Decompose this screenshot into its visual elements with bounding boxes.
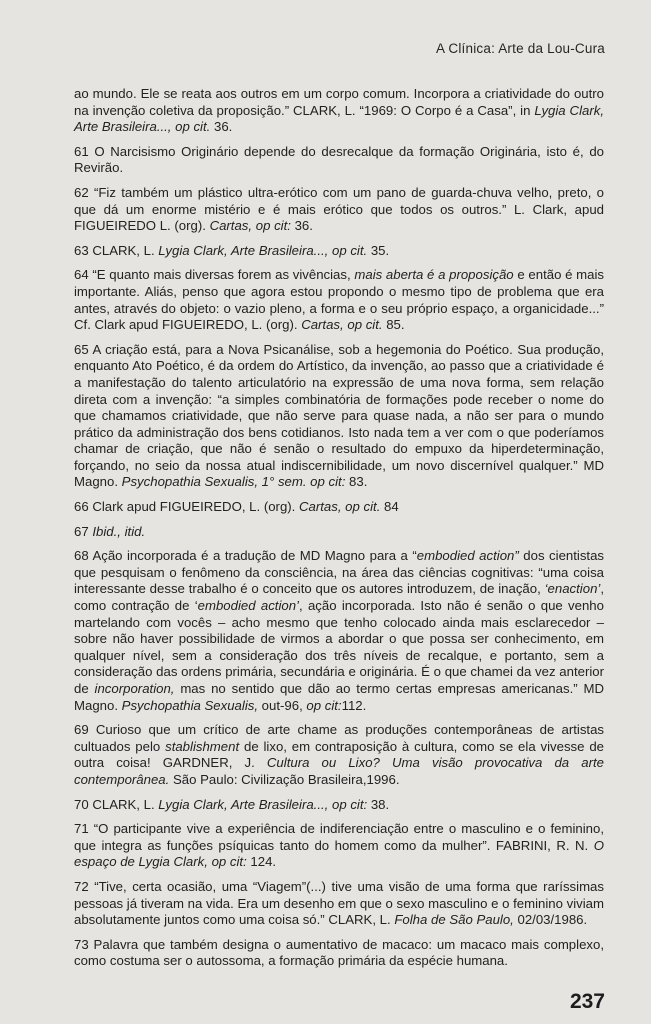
endnote-text: 61 O Narcisismo Originário depende do desrecalque da formação Originária, isto é, do Revirão. [74,143,604,176]
endnote-text: de lixo, em contraposição à cultura, como se ela vivesse de outra coisa! GARDNER, J. [74,738,604,771]
endnote [74,879,604,929]
endnote [74,499,604,516]
endnote-italic-text: Cartas, op cit. [299,499,381,515]
endnote-italic-text: Ibid., itid. [92,523,146,539]
endnote-text: , ação incorporada. Isto não é senão o que venho martelando com vocês – acho mesmo que tenho colocado ainda mais esclarecedor – sobre não haver possibilidade de virmos a abordar o que possa ser conhecimento, em qualquer nível, sem a consideração dos três níveis de recalque, e portanto, sem a consideração das ordens primária, secundária e originária. É o que chamei da vez anterior de [74,598,604,696]
endnote-text: São Paulo: Civilização Brasileira,1996. [169,771,400,787]
endnote [74,821,604,871]
endnote-text: 65 A criação está, para a Nova Psicanálise, sob a hegemonia do Poético. Sua produção, enquanto Ato Poético, é da ordem do Artístico, da invenção, ao passo que a criatividade é a manifestação do talento articulatório na expressão de uma nova forma, sem relação direta com a invenção: “a simples combinatória de formações pode receber o nome do que chamamos criatividade, que não serve para quase nada, a não ser para o mundo prático da administração dos bens cotidianos. Isto nada tem a ver com o que poderíamos chamar de criação, que não é senão o resultado do empuxo da hiperdeterminação, forçando, no seio da nossa atual indiscernibilidade, um novo discernível qualquer.” MD Magno. [74,341,604,490]
endnote-text: 66 Clark apud FIGUEIREDO, L. (org). [74,499,299,515]
endnote-text: 38. [367,796,390,812]
endnote-text: 62 “Fiz também um plástico ultra-erótico com um pano de guarda-chuva velho, preto, o que dá um enorme mistério e é mais erótico que todos os outros.” L. Clark, apud FIGUEIREDO L. (org). [74,184,604,234]
endnote-text: 112. [341,697,367,713]
endnote-text: ao mundo. Ele se reata aos outros em um corpo comum. Incorpora a criatividade do outro na invenção coletiva da proposição.” CLARK, L. “1969: O Corpo é a Casa”, in [74,86,604,118]
endnote-italic-text: Folha de São Paulo, [394,912,514,928]
endnote-italic-text: stablishment [165,738,240,754]
endnote-italic-text: Psychopathia Sexualis, 1° sem. op cit: [121,474,346,490]
endnote-italic-text: embodied action” [416,548,519,564]
endnote-text: , como contração de ‘ [74,581,604,614]
endnote-italic-text: Psychopathia Sexualis, [121,697,259,713]
endnote-text: out-96, [258,697,307,713]
endnote-text: 69 Curioso que um crítico de arte chame as produções contemporâneas de artistas cultuados pelo [74,722,604,754]
endnote-text: 36. [290,218,313,234]
endnote-italic-text: Lygia Clark, Arte Brasileira..., op cit. [74,102,604,135]
page-number: 237 [569,990,605,1013]
endnote-text: 73 Palavra que também designa o aumentativo de macaco: um macaco mais complexo, como costuma ser o autossoma, a formação primária da espécie humana. [74,936,604,969]
endnote-italic-text: Lygia Clark, Arte Brasileira..., op cit: [158,796,368,812]
endnote-text: 72 “Tive, certa ocasião, uma “Viagem”(...) tive uma visão de uma forma que raríssimas pessoas já tiveram na vida. Era um desenho em que o sexo masculino e o feminino viviam absolutamente juntos como uma coisa só.” CLARK, L. [74,878,604,928]
endnote-text: 70 CLARK, L. [74,796,159,812]
running-head: A Clínica: Arte da Lou-Cura [436,41,605,56]
endnote [74,185,604,235]
endnotes-list [74,86,604,978]
endnote-italic-text: ‘enaction’ [544,581,601,597]
endnote-italic-text: op cit: [306,697,342,713]
endnote [74,342,604,491]
endnote-text: 35. [367,242,390,258]
endnote [74,144,604,177]
endnote-italic-text: O espaço de Lygia Clark, op cit: [74,837,604,870]
endnote [74,267,604,333]
endnote-text: 36. [210,119,233,135]
endnote-italic-text: embodied action’ [197,598,299,614]
endnote-italic-text: incorporation, [94,681,175,696]
endnote-text: 84 [380,499,399,515]
endnote [74,797,604,814]
endnote-italic-text: Cartas, op cit. [301,317,383,333]
endnote-text: 67 [74,523,93,539]
endnote-text: 85. [382,317,405,333]
endnote [74,937,604,970]
endnote-text: 63 CLARK, L. [74,242,159,258]
endnote [74,548,604,714]
endnote-italic-text: Lygia Clark, Arte Brasileira..., op cit. [158,242,368,258]
endnote-text: 68 Ação incorporada é a tradução de MD Magno para a “ [74,548,417,564]
endnote-text: 124. [246,854,277,870]
endnote-text: 64 “E quanto mais diversas forem as vivências, [74,267,355,283]
endnote [74,243,604,260]
endnote-text: 71 “O participante vive a experiência de indiferenciação entre o masculino e o feminino, que integra as funções psíquicas tanto do homem como da mulher”. FABRINI, R. N. [74,821,604,853]
endnote [74,86,604,136]
endnote-italic-text: Cartas, op cit: [209,218,291,234]
endnote-text: e então é mais importante. Aliás, penso que agora estou propondo o mesmo tipo de problema que era antes, através do objeto: o vazio pleno, a forma e o seu próprio espaço, a organicidade...” Cf. Clark apud FIGUEIREDO, L. (org). [74,267,604,333]
endnote [74,722,604,788]
endnote-text: 83. [345,474,368,490]
endnote [74,524,604,541]
endnote-text: 02/03/1986. [513,912,588,928]
endnote-text: mas no sentido que dão ao termo certas empresas americanas.” MD Magno. [74,681,604,713]
endnote-italic-text: Cultura ou Lixo? Uma visão provocativa da arte contemporânea. [74,755,604,787]
endnote-italic-text: mais aberta é a proposição [354,267,514,283]
endnote-text: dos cientistas que pesquisam o fenômeno da consciência, na área das ciências cognitivas: “uma coisa interessante desse trabalho é o conceito que os autores introduzem, de inação, [74,548,605,597]
